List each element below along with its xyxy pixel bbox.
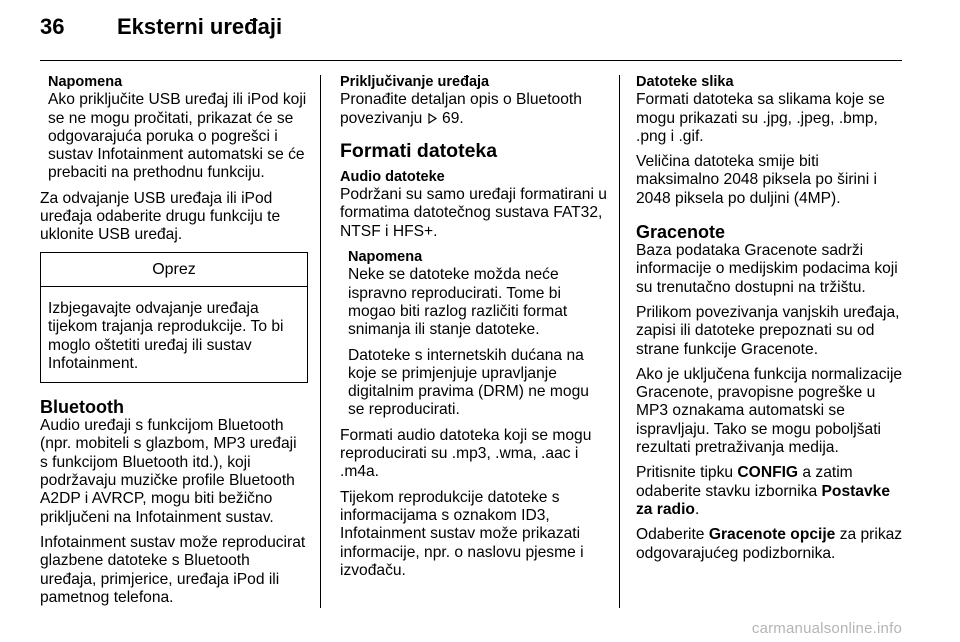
column-divider-2 [619,75,620,608]
bluetooth-text-2: Infotainment sustav može reproducirat glazbene datoteke s Bluetooth uređaja, primjerice, uređaja iPod ili pametnog telefona. [40,533,306,606]
gracenote-text-3: Ako je uključena funkcija normalizacije Gracenote, pravopisne pogreške u MP3 oznakama automatski se ispravljaju. Tako se mogu poboljšati rezultati pretraživanja medija. [636,365,903,457]
column-right [636,73,906,570]
page-number: 36 [40,14,65,39]
paragraph-disconnect: Za odvajanje USB uređaja ili iPod uređaja odaberite drugu funkciju te uklonite USB uređaj. [40,189,281,244]
image-size-text: Veličina datoteka smije biti maksimalno 2048 piksela po širini i 2048 piksela po duljini (4MP). [636,153,877,207]
audio-title: Audio datoteke [340,168,445,185]
config-key: CONFIG [737,464,799,482]
caution-text: Izbjegavajte odvajanje uređaja tijekom trajanja reprodukcije. To bi moglo oštetiti uređaj ili sustav Infotainment. [48,299,284,372]
gracenote-text-1: Baza podataka Gracenote sadrži informacije o medijskim podacima koji su trenutačno dostupni na tržištu. [636,242,898,296]
image-title: Datoteke slika [636,74,734,90]
page-header [40,14,282,40]
caution-title: Oprez [41,253,307,287]
page-title: Eksterni uređaji [117,14,283,39]
connect-text: Pronađite detaljan opis o Bluetooth povezivanju 69. [340,91,582,127]
column-left [40,73,308,614]
bluetooth-heading: Bluetooth [40,397,124,418]
audio-formats-text: Formati audio datoteka koji se mogu reproducirati su .mp3, .wma, .aac i .m4a. [340,426,592,481]
connect-ref: 69. [442,109,464,127]
audio-text: Podržani su samo uređaji formatirani u formatima datotečnog sustava FAT32, NTSF i HFS+. [340,186,607,240]
note-audio [340,248,608,420]
note-usb [40,73,308,183]
page-reference-arrow-icon [427,113,438,124]
gracenote-text-5: Odaberite Gracenote opcije za prikaz odgovarajućeg podizbornika. [636,526,903,562]
note-title: Napomena [48,74,123,90]
column-divider-1 [320,75,321,608]
bluetooth-text: Audio uređaji s funkcijom Bluetooth (npr. mobiteli s glazbom, MP3 uređaji s funkcijom Bluetooth itd.), koji podržavaju muzičke profile Bluetooth A2DP i AVRCP, mogu biti bežično priključeni na Infotainment sustav. [40,417,297,526]
formats-heading: Formati datoteka [340,139,498,162]
note-text: Neke se datoteke možda neće ispravno reproducirati. Tome bi mogao biti razlog različiti format snimanja ili stanje datoteke. [348,266,568,339]
header-rule [40,60,902,61]
connect-title: Priključivanje uređaja [340,74,490,90]
watermark: carmanualsonline.info [751,620,902,637]
menu-item-radio-settings: Postavke za radio [636,482,890,518]
note-text-2: Datoteke s internetskih dućana na koje se primjenjuje upravljanje digitalnim pravima (DRM) ne mogu se reproducirati. [348,346,589,419]
gracenote-text-4: Pritisnite tipku CONFIG a zatim odaberite stavku izbornika Postavke za radio. [636,464,890,518]
caution-box [40,252,308,383]
note-text: Ako priključite USB uređaj ili iPod koji se ne mogu pročitati, prikazat će se odgovarajuća poruka o pogrešci i sustav Infotainment automatski se će prebaciti na prethodnu funkciju. [48,91,307,182]
note-title: Napomena [348,249,423,266]
gracenote-options: Gracenote opcije [708,526,836,544]
image-text: Formati datoteka sa slikama koje se mogu prikazati su .jpg, .jpeg, .bmp, .png i .gif. [636,91,885,145]
id3-text: Tijekom reprodukcije datoteke s informacijama s oznakom ID3, Infotainment sustav može prikazati informacije, npr. o naslovu pjesme i izvođaču. [340,488,584,579]
gracenote-text-2: Prilikom povezivanja vanjskih uređaja, zapisi ili datoteke prepoznati su od strane funkcije Gracenote. [636,303,900,358]
gracenote-heading: Gracenote [636,222,726,243]
column-middle [340,73,608,587]
